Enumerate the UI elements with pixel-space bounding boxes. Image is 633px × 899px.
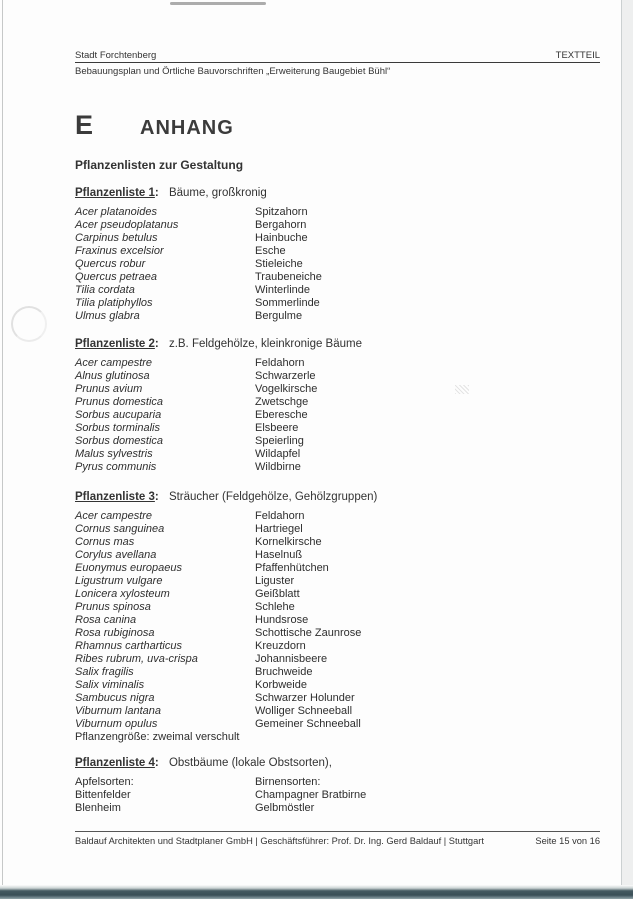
plant-name-right: Bergahorn	[255, 219, 307, 231]
section-letter: E	[75, 110, 94, 140]
plant-name-right: Zwetschge	[255, 396, 309, 408]
plant-name-right: Hainbuche	[255, 232, 308, 244]
plant-name-left: Sorbus torminalis	[75, 422, 160, 434]
plant-row	[75, 219, 600, 232]
plant-name-right: Champagner Bratbirne	[255, 789, 367, 801]
plant-name-right: Pfaffenhütchen	[255, 562, 329, 574]
plant-name-left: Lonicera xylosteum	[75, 588, 170, 600]
plant-list-4-heading: Pflanzenliste 4: Obstbäume (lokale Obstsorten),	[75, 757, 332, 769]
plant-name-left: Bittenfelder	[75, 789, 131, 801]
plant-row	[75, 357, 600, 370]
plant-name-left: Quercus robur	[75, 258, 146, 270]
plant-row	[75, 802, 600, 815]
plant-name-left: Euonymus europaeus	[75, 562, 183, 574]
hole-punch-mark	[11, 306, 47, 342]
plant-name-left: Ulmus glabra	[75, 310, 140, 322]
plant-name-right: Winterlinde	[255, 284, 311, 296]
plant-name-left: Fraxinus excelsior	[75, 245, 164, 257]
plant-row	[75, 258, 600, 271]
plant-name-right: Spitzahorn	[255, 206, 308, 218]
plant-name-right: Kornelkirsche	[255, 536, 322, 548]
plant-name-right: Gelbmöstler	[255, 802, 315, 814]
plant-name-right: Bruchweide	[255, 666, 313, 678]
plant-row	[75, 271, 600, 284]
page-right-edge	[621, 0, 622, 887]
plant-name-left: Cornus sanguinea	[75, 523, 165, 535]
scan-bottom-edge	[0, 885, 633, 899]
plant-name-left: Cornus mas	[75, 536, 135, 548]
plant-name-right: Vogelkirsche	[255, 383, 318, 395]
plant-row	[75, 718, 600, 731]
plant-list-1-heading: Pflanzenliste 1: Bäume, großkronig	[75, 187, 267, 199]
page-right-margin	[622, 0, 633, 887]
plant-name-left: Sorbus aucuparia	[75, 409, 162, 421]
plant-name-right: Speierling	[255, 435, 304, 447]
plant-list-4	[75, 757, 600, 815]
plant-row	[75, 409, 600, 422]
plant-name-left: Sorbus domestica	[75, 435, 164, 447]
plant-row	[75, 396, 600, 409]
plant-name-right: Geißblatt	[255, 588, 300, 600]
plant-list-1-label: Pflanzenliste 1	[75, 187, 155, 199]
plant-row	[75, 588, 600, 601]
plant-row	[75, 297, 600, 310]
plant-list-1	[75, 187, 600, 323]
plant-list-3-rows	[75, 510, 600, 731]
plant-row	[75, 284, 600, 297]
plant-name-left: Quercus petraea	[75, 271, 157, 283]
plant-name-right: Hartriegel	[255, 523, 303, 535]
plant-list-4-label: Pflanzenliste 4	[75, 757, 155, 769]
plant-name-right: Wildbirne	[255, 461, 301, 473]
plant-name-right: Birnensorten:	[255, 776, 321, 788]
plant-name-left: Pyrus communis	[75, 461, 157, 473]
plant-list-2-description: z.B. Feldgehölze, kleinkronige Bäume	[168, 338, 362, 350]
plant-name-left: Viburnum lantana	[75, 705, 162, 717]
plant-name-right: Schlehe	[255, 601, 295, 613]
plant-name-left: Blenheim	[75, 802, 121, 814]
plant-row	[75, 705, 600, 718]
plant-name-right: Schottische Zaunrose	[255, 627, 362, 639]
plant-name-left: Prunus avium	[75, 383, 143, 395]
plant-name-left: Apfelsorten:	[75, 776, 134, 788]
header-left-text: Stadt Forchtenberg	[75, 50, 157, 61]
document-header	[75, 50, 600, 63]
plant-row	[75, 245, 600, 258]
plant-row	[75, 679, 600, 692]
plant-row	[75, 510, 600, 523]
plant-list-3-description: Sträucher (Feldgehölze, Gehölzgruppen)	[168, 491, 378, 503]
plant-name-left: Alnus glutinosa	[75, 370, 150, 382]
plant-list-1-description: Bäume, großkronig	[168, 187, 267, 199]
plant-name-left: Rhamnus cartharticus	[75, 640, 182, 652]
plant-name-right: Feldahorn	[255, 510, 305, 522]
intro-heading: Pflanzenlisten zur Gestaltung	[75, 158, 244, 172]
plant-name-right: Wildapfel	[255, 448, 301, 460]
plant-name-left: Sambucus nigra	[75, 692, 155, 704]
plant-row	[75, 614, 600, 627]
plant-name-left: Malus sylvestris	[75, 448, 153, 460]
plant-row	[75, 776, 600, 789]
plant-name-left: Acer platanoides	[75, 206, 157, 218]
plant-row	[75, 422, 600, 435]
plant-name-left: Acer campestre	[75, 510, 153, 522]
footer-left-text: Baldauf Architekten und Stadtplaner GmbH | Geschäftsführer: Prof. Dr. Ing. Gerd Baldauf | Stuttgart	[75, 836, 484, 846]
plant-row	[75, 549, 600, 562]
plant-list-3	[75, 491, 600, 744]
plant-list-3-heading: Pflanzenliste 3: Sträucher (Feldgehölze, Gehölzgruppen)	[75, 491, 378, 503]
plant-row	[75, 692, 600, 705]
plant-row	[75, 461, 600, 474]
plant-row	[75, 383, 600, 396]
plant-name-right: Elsbeere	[255, 422, 299, 434]
plant-name-right: Liguster	[255, 575, 295, 587]
plant-list-2-heading: Pflanzenliste 2: z.B. Feldgehölze, kleinkronige Bäume	[75, 338, 362, 350]
plant-list-3-label: Pflanzenliste 3	[75, 491, 155, 503]
plant-name-left: Rosa rubiginosa	[75, 627, 155, 639]
plant-name-right: Stieleiche	[255, 258, 303, 270]
plant-name-right: Eberesche	[255, 409, 308, 421]
plant-name-left: Ligustrum vulgare	[75, 575, 163, 587]
plant-name-right: Schwarzer Holunder	[255, 692, 355, 704]
plant-row	[75, 562, 600, 575]
plant-name-right: Haselnuß	[255, 549, 303, 561]
plant-name-left: Salix fragilis	[75, 666, 134, 678]
plant-name-left: Carpinus betulus	[75, 232, 158, 244]
plant-name-right: Hundsrose	[255, 614, 309, 626]
plant-row	[75, 640, 600, 653]
page-title	[75, 110, 600, 141]
plant-row	[75, 653, 600, 666]
plant-name-left: Viburnum opulus	[75, 718, 158, 730]
plant-row	[75, 666, 600, 679]
plant-name-left: Tilia cordata	[75, 284, 135, 296]
footer-page-number: Seite 15 von 16	[535, 836, 600, 846]
plant-list-2-label: Pflanzenliste 2	[75, 338, 155, 350]
plant-row	[75, 310, 600, 323]
plant-name-right: Johannisbeere	[255, 653, 328, 665]
plant-name-right: Feldahorn	[255, 357, 305, 369]
scan-smudge-artifact	[170, 2, 266, 5]
plant-list-2	[75, 338, 600, 474]
plant-name-right: Wolliger Schneeball	[255, 705, 353, 717]
plant-name-left: Acer pseudoplatanus	[75, 219, 179, 231]
document-footer	[75, 831, 600, 846]
plant-name-left: Rosa canina	[75, 614, 137, 626]
plant-name-right: Esche	[255, 245, 286, 257]
plant-list-3-note: Pflanzengröße: zweimal verschult	[75, 731, 240, 743]
plant-name-right: Schwarzerle	[255, 370, 316, 382]
plant-name-left: Prunus domestica	[75, 396, 164, 408]
plant-row	[75, 370, 600, 383]
plant-row	[75, 789, 600, 802]
plant-row	[75, 523, 600, 536]
plant-name-right: Traubeneiche	[255, 271, 322, 283]
plant-name-left: Salix viminalis	[75, 679, 145, 691]
plant-name-right: Gemeiner Schneeball	[255, 718, 361, 730]
plant-list-1-rows	[75, 206, 600, 323]
plant-name-left: Prunus spinosa	[75, 601, 151, 613]
plant-row	[75, 448, 600, 461]
plant-row	[75, 536, 600, 549]
plant-name-right: Sommerlinde	[255, 297, 320, 309]
plant-name-left: Corylus avellana	[75, 549, 157, 561]
page-left-edge	[2, 0, 3, 887]
plant-name-right: Korbweide	[255, 679, 307, 691]
plant-name-left: Tilia platiphyllos	[75, 297, 153, 309]
plant-list-4-description: Obstbäume (lokale Obstsorten),	[168, 757, 332, 769]
plant-name-right: Kreuzdorn	[255, 640, 306, 652]
header-right-text: TEXTTEIL	[555, 50, 600, 61]
plant-list-4-rows	[75, 776, 600, 815]
document-subtitle: Bebauungsplan und Örtliche Bauvorschriften „Erweiterung Baugebiet Bühl“	[75, 66, 391, 77]
plant-row	[75, 575, 600, 588]
plant-row	[75, 435, 600, 448]
plant-row	[75, 627, 600, 640]
plant-list-2-rows	[75, 357, 600, 474]
plant-name-right: Bergulme	[255, 310, 303, 322]
plant-row	[75, 601, 600, 614]
page-content	[75, 50, 600, 815]
plant-name-left: Acer campestre	[75, 357, 153, 369]
plant-name-left: Ribes rubrum, uva-crispa	[75, 653, 198, 665]
plant-row	[75, 232, 600, 245]
plant-row	[75, 206, 600, 219]
section-word: ANHANG	[140, 117, 234, 139]
